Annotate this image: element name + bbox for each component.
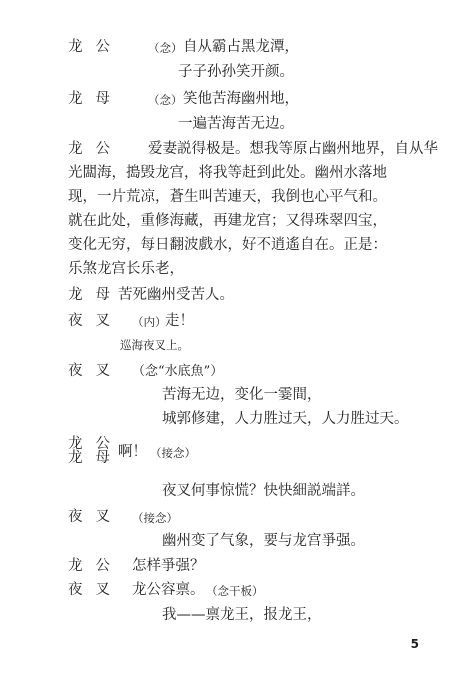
stage-direction: 巡海夜叉上。 xyxy=(120,338,189,352)
stage-direction: （念） xyxy=(148,93,183,107)
speaker-longgong: 龙公 xyxy=(68,558,123,574)
speaker-longmu: 龙母 xyxy=(68,91,123,107)
dialogue-line: 自从霸占黑龙潭， xyxy=(183,39,299,55)
stage-direction: （念干板） xyxy=(206,584,264,598)
dialogue-line: 一遍苦海苦无边。 xyxy=(178,116,294,132)
dialogue-line: 怎样爭强？ xyxy=(132,558,205,574)
verse-line: 幽州变了气象，要与龙宫爭强。 xyxy=(162,533,365,549)
speaker-longgong: 龙公 xyxy=(68,39,123,55)
dialogue-line: 笑他苦海幽州地， xyxy=(183,91,299,107)
speaker-longmu: 龙母 xyxy=(68,287,123,303)
dialogue-line: 苦死幽州受苦人。 xyxy=(118,287,234,303)
stage-direction: （念） xyxy=(148,41,183,55)
stage-direction: （内） xyxy=(132,315,167,329)
dialogue-line: 乐煞龙宫长乐老， xyxy=(68,261,184,277)
stage-direction: （接念） xyxy=(150,446,196,460)
speaker-yecha: 夜叉 xyxy=(68,582,123,598)
dialogue-line: 变化无穷，每日翻波戲水，好不逍遙自在。正是： xyxy=(68,237,387,253)
speaker-yecha: 夜叉 xyxy=(68,313,123,329)
page-number: 5 xyxy=(410,637,419,651)
verse-line: 夜叉何事惊慌？快快細説端詳。 xyxy=(162,483,365,499)
verse-line: 城郭修建，人力胜过天，人力胜过天。 xyxy=(162,411,409,427)
dialogue-line: 光闆海，搗毁龙宫，将我等赶到此处。幽州水落地 xyxy=(68,165,387,181)
dialogue-line: 子子孙孙笑开颜。 xyxy=(178,64,294,80)
speaker-yecha: 夜叉 xyxy=(68,363,123,379)
dialogue-line: 龙公容禀。 xyxy=(132,582,205,598)
verse-line: 苦海无边，变化一霎間， xyxy=(162,387,322,403)
stage-direction: （接念） xyxy=(132,511,178,525)
verse-line: 我——禀龙王，报龙王， xyxy=(162,607,322,623)
dialogue-line: 啊！ xyxy=(118,444,147,460)
dialogue-line: 现，一片荒凉，蒼生叫苦連天，我倒也心平气和。 xyxy=(68,189,387,205)
dialogue-line: 就在此处，重修海藏，再建龙宫；又得珠翠四宝， xyxy=(68,213,387,229)
speaker-yecha: 夜叉 xyxy=(68,509,123,525)
dialogue-line: 走！ xyxy=(165,313,194,329)
speaker-longgong: 龙公 xyxy=(68,141,123,157)
speaker-longgong: 龙公 xyxy=(68,436,123,452)
speaker-longmu: 龙母 xyxy=(68,450,123,466)
stage-direction: （念“水底魚”） xyxy=(132,364,224,379)
dialogue-line: 爱妻説得极是。想我等原占幽州地界，自从华 xyxy=(148,141,438,157)
